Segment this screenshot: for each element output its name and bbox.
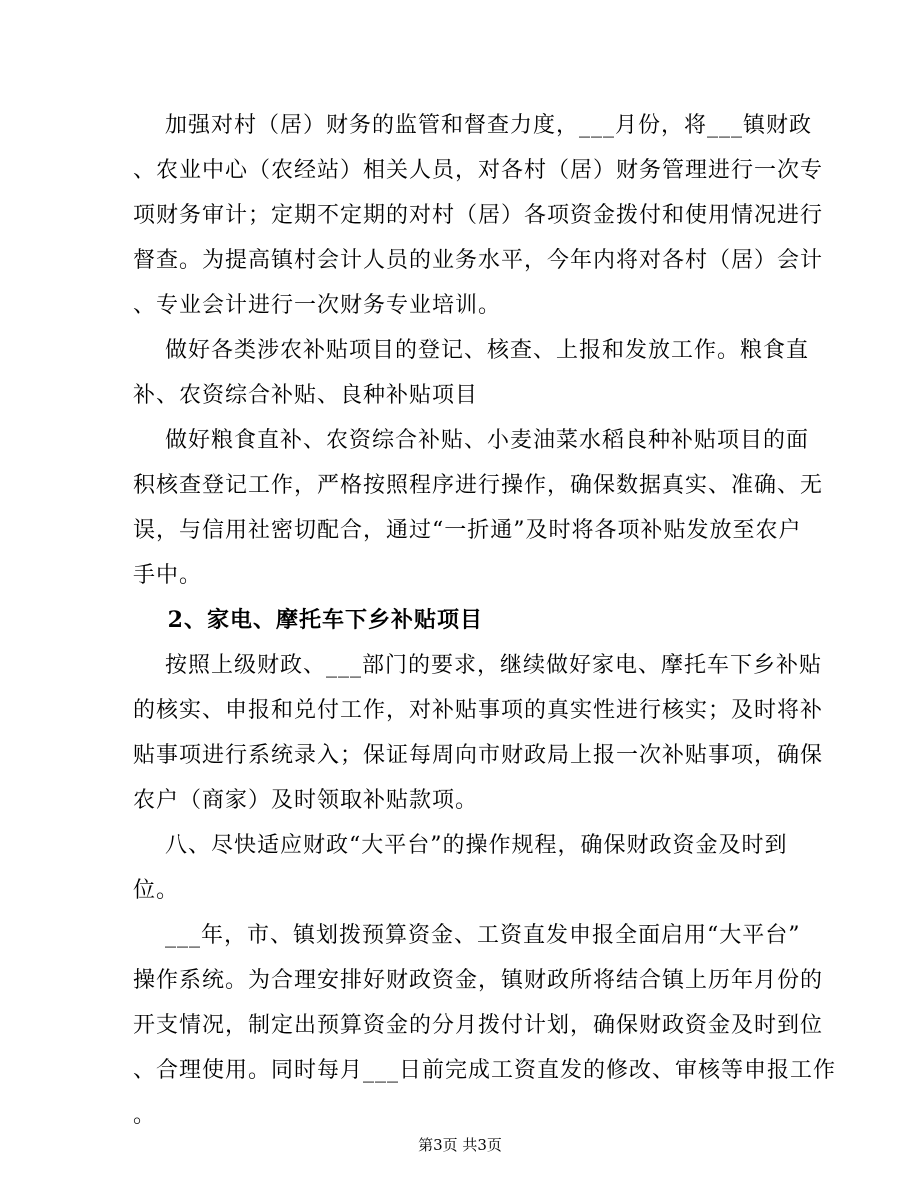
text-line: 农户（商家）及时领取补贴款项。 [133,788,479,813]
text-line: ___年，市、镇划拨预算资金、工资直发申报全面启用“大平台” [133,923,801,948]
text-line: 的核实、申报和兑付工作，对补贴事项的真实性进行核实；及时将补 [133,698,824,723]
text-line: 八、尽快适应财政“大平台”的操作规程，确保财政资金及时到 [133,833,788,858]
section-heading: 2、家电、摩托车下乡补贴项目 [133,607,483,633]
text-line: 开支情况，制定出预算资金的分月拨付计划，确保财政资金及时到位 [133,1013,824,1038]
text-line: 位。 [133,878,180,903]
text-line: 做好粮食直补、农资综合补贴、小麦油菜水稻良种补贴项目的面 [133,428,809,453]
text-line: 补、农资综合补贴、良种补贴项目 [133,383,479,408]
text-line: 加强对村（居）财务的监管和督查力度，___月份，将___镇财政 [133,113,812,138]
text-line: 、合理使用。同时每月___日前完成工资直发的修改、审核等申报工作 [133,1058,837,1083]
text-line: 督查。为提高镇村会计人员的业务水平，今年内将对各村（居）会计 [133,248,824,273]
document-body [133,103,837,1138]
text-line: 贴事项进行系统录入；保证每周向市财政局上报一次补贴事项，确保 [133,743,824,768]
text-line: 做好各类涉农补贴项目的登记、核查、上报和发放工作。粮食直 [133,338,809,363]
text-line: 、专业会计进行一次财务专业培训。 [133,293,502,318]
text-line: 、农业中心（农经站）相关人员，对各村（居）财务管理进行一次专 [133,158,824,183]
page-number-footer: 第3页 共3页 [418,1136,502,1154]
text-line: 操作系统。为合理安排好财政资金，镇财政所将结合镇上历年月份的 [133,968,824,993]
text-line: 。 [133,1103,157,1128]
text-line: 项财务审计；定期不定期的对村（居）各项资金拨付和使用情况进行 [133,203,824,228]
text-line: 按照上级财政、___部门的要求，继续做好家电、摩托车下乡补贴 [133,653,822,678]
text-line: 手中。 [133,563,203,588]
text-line: 误，与信用社密切配合，通过“一折通”及时将各项补贴发放至农户 [133,518,802,543]
text-line: 积核查登记工作，严格按照程序进行操作，确保数据真实、准确、无 [133,473,824,498]
